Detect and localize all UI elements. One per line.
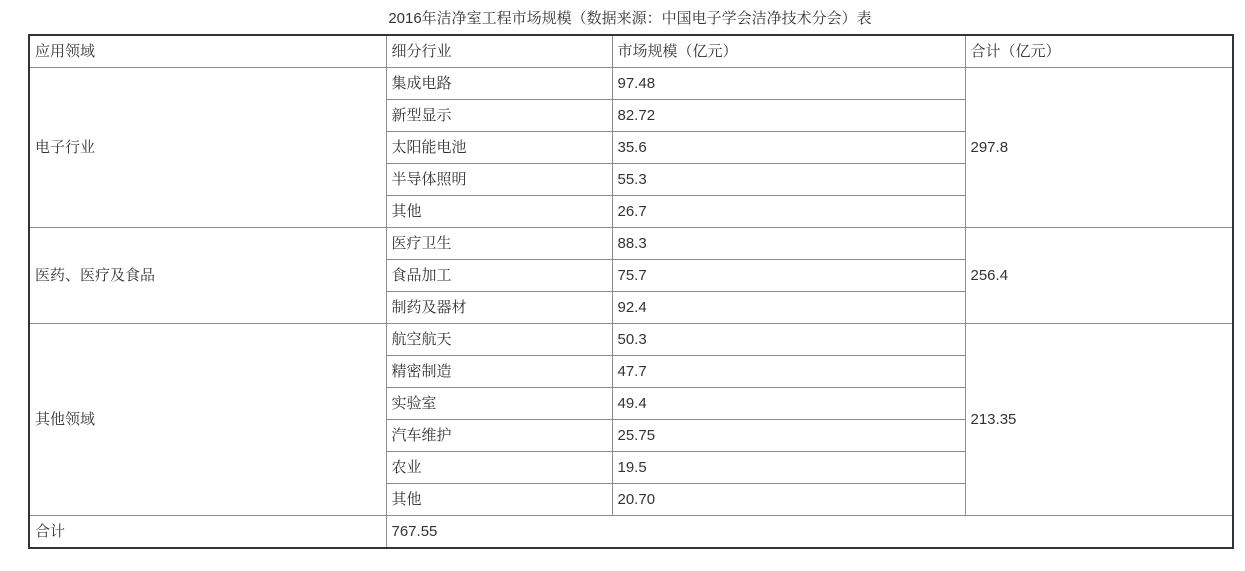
col-header-total: 合计（亿元） [965,35,1233,68]
segment-industry-cell: 半导体照明 [386,164,612,196]
market-size-cell: 25.75 [612,420,965,452]
col-header-market-size: 市场规模（亿元） [612,35,965,68]
segment-industry-cell: 其他 [386,196,612,228]
grand-total-value-cell: 767.55 [386,516,1233,549]
application-field-cell: 其他领域 [29,324,386,516]
segment-industry-cell: 制药及器材 [386,292,612,324]
segment-industry-cell: 实验室 [386,388,612,420]
segment-industry-cell: 其他 [386,484,612,516]
market-size-cell: 97.48 [612,68,965,100]
application-field-cell: 电子行业 [29,68,386,228]
market-size-cell: 47.7 [612,356,965,388]
grand-total-label-cell: 合计 [29,516,386,549]
market-size-table [28,34,1234,549]
table-footer-row [29,516,1233,549]
group-total-cell: 213.35 [965,324,1233,516]
table-body [29,68,1233,549]
segment-industry-cell: 新型显示 [386,100,612,132]
table-row [29,228,1233,260]
market-size-cell: 20.70 [612,484,965,516]
market-size-cell: 50.3 [612,324,965,356]
group-total-cell: 297.8 [965,68,1233,228]
col-header-application-field: 应用领域 [29,35,386,68]
col-header-segment-industry: 细分行业 [386,35,612,68]
market-size-cell: 26.7 [612,196,965,228]
market-size-cell: 55.3 [612,164,965,196]
segment-industry-cell: 汽车维护 [386,420,612,452]
market-size-cell: 92.4 [612,292,965,324]
market-size-cell: 35.6 [612,132,965,164]
table-title: 2016年洁净室工程市场规模（数据来源：中国电子学会洁净技术分会）表 [388,10,872,27]
segment-industry-cell: 太阳能电池 [386,132,612,164]
segment-industry-cell: 集成电路 [386,68,612,100]
application-field-cell: 医药、医疗及食品 [29,228,386,324]
segment-industry-cell: 食品加工 [386,260,612,292]
market-size-cell: 82.72 [612,100,965,132]
market-size-cell: 49.4 [612,388,965,420]
group-total-cell: 256.4 [965,228,1233,324]
segment-industry-cell: 医疗卫生 [386,228,612,260]
segment-industry-cell: 农业 [386,452,612,484]
market-size-cell: 88.3 [612,228,965,260]
market-size-cell: 19.5 [612,452,965,484]
table-row [29,68,1233,100]
table-header-row [29,35,1233,68]
table-row [29,324,1233,356]
segment-industry-cell: 航空航天 [386,324,612,356]
segment-industry-cell: 精密制造 [386,356,612,388]
market-size-cell: 75.7 [612,260,965,292]
